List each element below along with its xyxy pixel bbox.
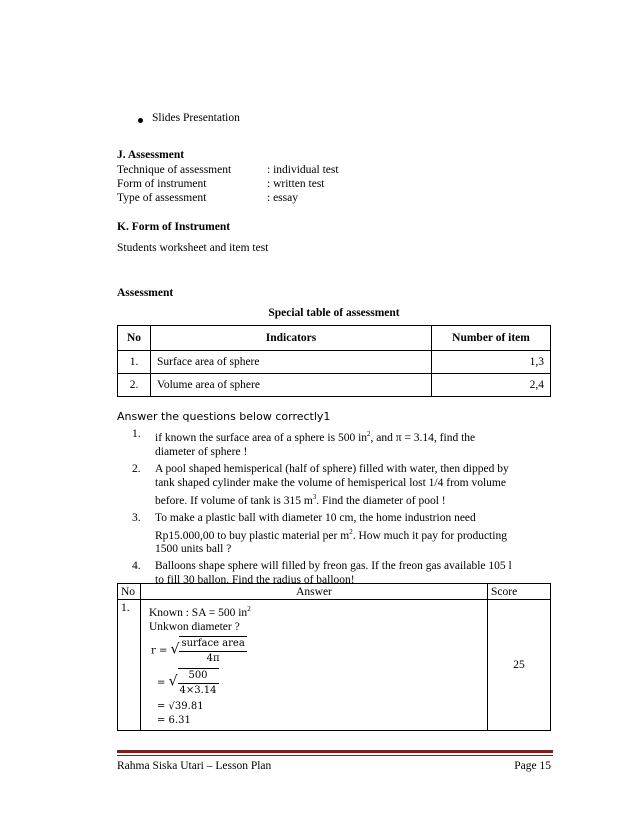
col-indicators-header: Indicators — [151, 326, 432, 351]
question-list — [132, 427, 552, 587]
assessment-heading: Assessment — [117, 287, 174, 299]
formula-step3: = 6.31 — [157, 714, 191, 726]
formula-label: r = — [151, 645, 168, 657]
superscript: 2 — [367, 430, 371, 438]
superscript: 2 — [247, 605, 251, 613]
formula-step2: = √39.81 — [157, 700, 204, 712]
assessment-table-title: Special table of assessment — [268, 307, 400, 319]
question-text: To make a plastic ball with diameter 10 cm, the home industrion need — [155, 511, 476, 524]
answer-row-no: 1. — [118, 600, 141, 731]
question-text: diameter of sphere ! — [155, 445, 248, 458]
answer-col-score: Score — [488, 584, 551, 600]
formula-radius — [151, 636, 479, 666]
question-number: 3. — [132, 511, 141, 524]
question-text: . How much it pay for producting — [352, 529, 507, 542]
list-item — [132, 427, 552, 459]
section-j-heading: J. Assessment — [117, 149, 185, 161]
j-row-value-2: : written test — [267, 178, 325, 190]
answer-col-answer: Answer — [141, 584, 488, 600]
question-text: . Find the diameter of pool ! — [316, 494, 446, 507]
answer-table — [117, 583, 551, 731]
bullet-icon — [138, 118, 143, 123]
table-row — [118, 600, 551, 731]
row-items: 1,3 — [432, 351, 551, 374]
formula-equals: = — [157, 677, 166, 689]
footer-rule-thin — [117, 755, 553, 756]
formula-denominator: 4×3.14 — [179, 684, 217, 696]
formula-denominator: 4π — [206, 652, 220, 664]
j-row-label-3: Type of assessment — [117, 192, 207, 204]
footer-page-number: Page 15 — [514, 760, 551, 772]
footer-left: Rahma Siska Utari – Lesson Plan — [117, 760, 272, 772]
col-no-header: No — [118, 326, 151, 351]
j-row-label-2: Form of instrument — [117, 178, 207, 190]
question-text: before. If volume of tank is 315 m — [155, 494, 313, 507]
answer-row-score: 25 — [488, 600, 551, 731]
question-text: to fill 30 ballon. Find the radius of balloon! — [155, 574, 355, 587]
question-text: tank shaped cylinder make the volume of hemisperical lost 1/4 from volume — [155, 476, 506, 489]
j-row-label-1: Technique of assessment — [117, 164, 232, 176]
answer-cell — [141, 600, 488, 731]
formula-numerator: 500 — [178, 669, 219, 684]
table-row — [118, 374, 551, 397]
section-k-text: Students worksheet and item test — [117, 242, 269, 254]
question-number: 2. — [132, 462, 141, 475]
known-text: Known : SA = 500 in — [149, 606, 248, 619]
row-indicator: Surface area of sphere — [151, 351, 432, 374]
question-text: , and π = 3.14, find the — [370, 431, 476, 444]
j-row-value-1: : individual test — [267, 164, 339, 176]
bullet-item: Slides Presentation — [152, 112, 240, 124]
superscript: 2 — [349, 527, 353, 536]
superscript: 3 — [312, 492, 317, 501]
answer-col-no: No — [118, 584, 141, 600]
formula-numerator: surface area — [179, 637, 246, 652]
row-no: 2. — [118, 374, 151, 397]
list-item — [132, 462, 552, 508]
row-no: 1. — [118, 351, 151, 374]
question-text: 1500 units ball ? — [155, 543, 232, 556]
footer-rule — [117, 750, 553, 753]
sqrt-icon: √ — [170, 641, 180, 658]
sqrt-icon: √ — [168, 673, 178, 690]
j-row-value-3: : essay — [267, 192, 298, 204]
row-indicator: Volume area of sphere — [151, 374, 432, 397]
table-row — [118, 351, 551, 374]
list-item — [132, 511, 552, 557]
question-number: 1. — [132, 428, 141, 440]
unknown-text: Unkwon diameter ? — [149, 620, 240, 633]
question-text: Balloons shape sphere will filled by freon gas. If the freon gas available 105 l — [155, 560, 512, 573]
questions-intro: Answer the questions below correctly1 — [117, 410, 331, 423]
question-text: if known the surface area of a sphere is 500 in — [155, 431, 368, 444]
formula-step1 — [157, 668, 479, 698]
question-text: Rp15.000,00 to buy plastic material per m — [155, 529, 350, 542]
assessment-table — [117, 325, 551, 397]
col-items-header: Number of item — [432, 326, 551, 351]
question-number: 4. — [132, 560, 141, 573]
question-text: A pool shaped hemisperical (half of sphere) filled with water, then dipped by — [155, 462, 509, 475]
row-items: 2,4 — [432, 374, 551, 397]
section-k-heading: K. Form of Instrument — [117, 221, 231, 233]
